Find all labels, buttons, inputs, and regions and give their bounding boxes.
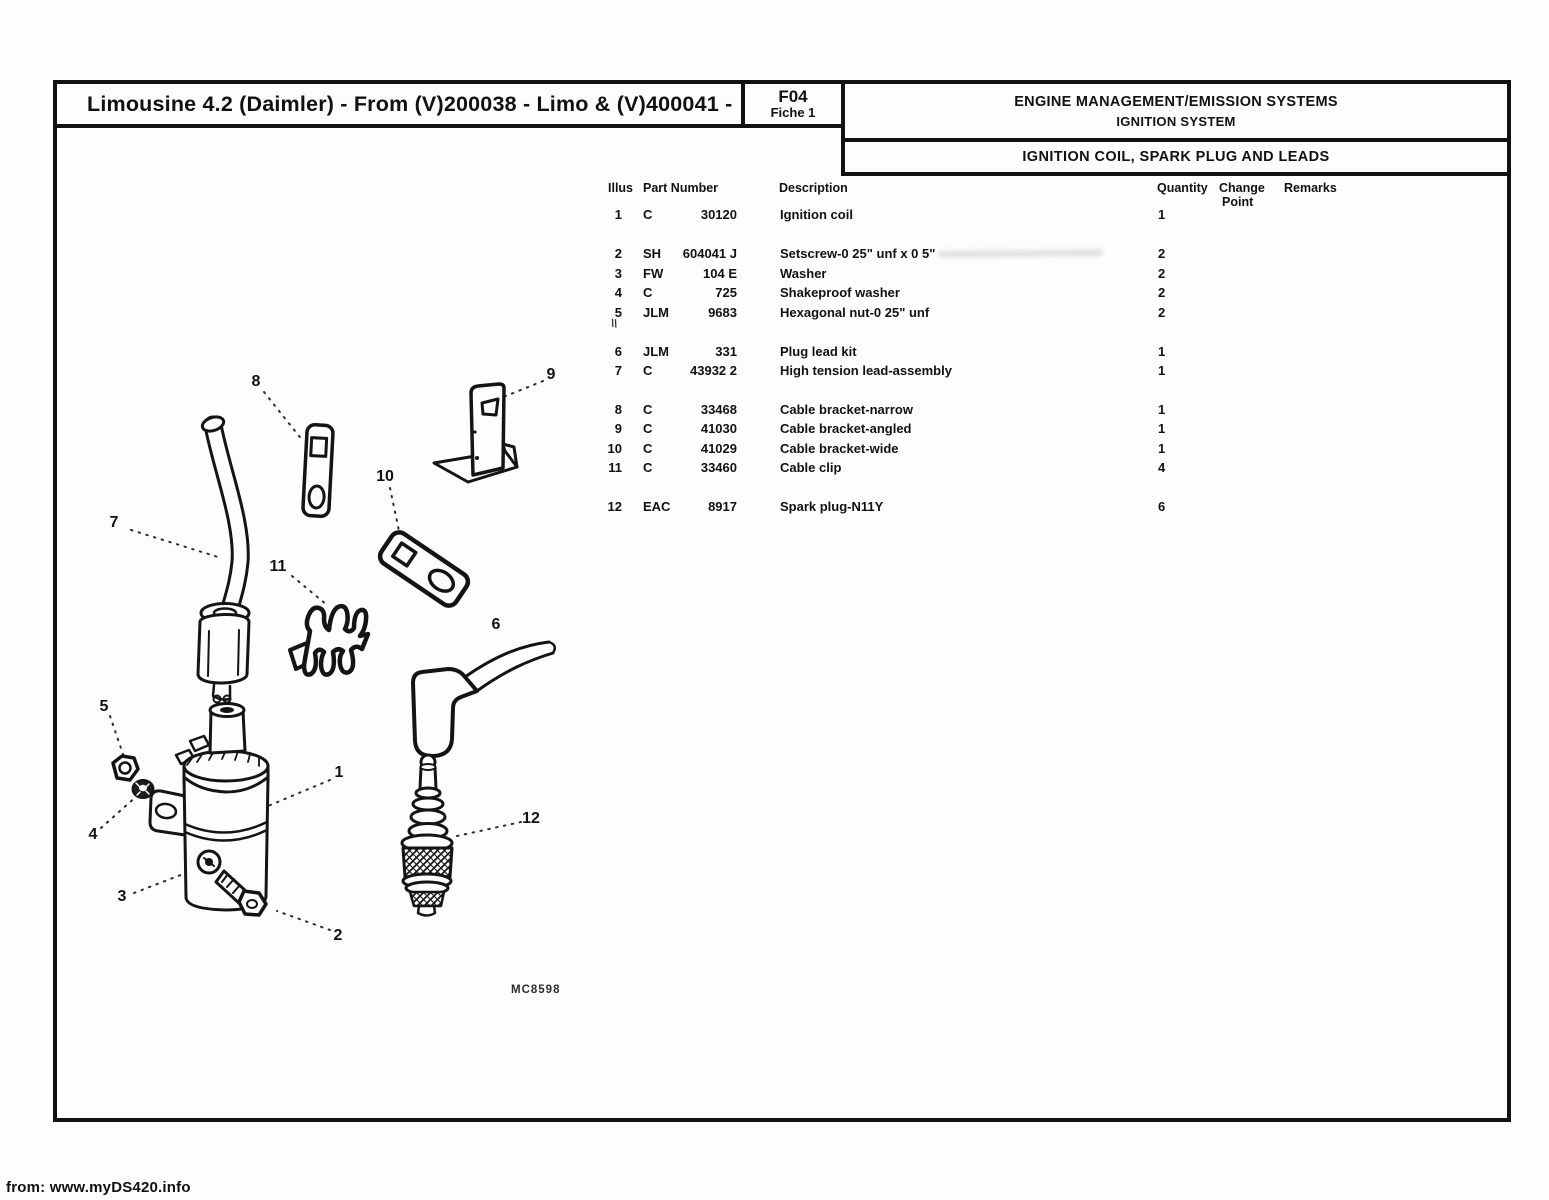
callout-label-6: 6 [491,616,501,633]
cell-description: Cable clip [780,460,842,475]
model-title: Limousine 4.2 (Daimler) - From (V)200038 - Limo & (V)400041 - [87,91,733,116]
cell-description: Washer [780,266,827,281]
shakeproof-washer-drawing [133,780,154,798]
callout-label-2: 2 [333,927,343,944]
cell-quantity: 4 [1158,460,1166,475]
cell-prefix: C [643,207,653,222]
cell-description: Cable bracket-angled [780,421,912,436]
cell-prefix: SH [643,246,662,261]
cable-clip-drawing [290,606,368,674]
cell-quantity: 1 [1158,441,1166,456]
col-header-point: Point [1222,195,1254,209]
cable-bracket-wide-drawing [377,529,472,609]
fiche-sheet: Fiche 1 [770,105,816,121]
callout-label-5: 5 [99,698,109,715]
col-header-illus: Illus [608,181,634,195]
cell-description: Cable bracket-wide [780,441,899,456]
ht-lead-drawing [198,414,249,702]
ignition-coil-drawing [150,704,268,911]
cell-illus: 9 [614,421,622,436]
source-watermark: from: www.myDS420.info [6,1179,191,1196]
cell-quantity: 2 [1158,266,1166,281]
cell-quantity: 2 [1158,285,1166,300]
spark-plug-drawing [402,755,452,916]
cell-prefix: C [643,363,653,378]
fiche-code: F04 [778,87,808,107]
cell-description: High tension lead-assembly [780,363,952,378]
cell-quantity: 1 [1158,344,1166,359]
cell-prefix: JLM [643,305,669,320]
cell-prefix: C [643,421,653,436]
cell-prefix: C [643,285,653,300]
cell-prefix: C [643,460,653,475]
cell-illus: 4 [614,285,622,300]
cable-bracket-angled-drawing [434,384,517,482]
col-header-remarks: Remarks [1284,181,1337,195]
plug-lead-drawing [413,642,555,756]
cell-quantity: 6 [1158,499,1166,514]
cell-description: Shakeproof washer [780,285,900,300]
cell-description: Plug lead kit [780,344,857,359]
callout-label-8: 8 [251,373,261,390]
cell-illus: 12 [607,499,622,514]
cell-quantity: 1 [1158,207,1166,222]
callout-label-3: 3 [117,888,127,905]
cell-prefix: EAC [643,499,671,514]
cell-number: 104 E [703,266,737,281]
cell-illus: 3 [614,266,622,281]
col-header-change: Change [1219,181,1265,195]
cell-illus: 6 [614,344,622,359]
scan-stray-mark: \\ [610,317,618,331]
cell-number: 30120 [700,207,737,222]
hex-nut-drawing [113,756,138,780]
cell-number: 604041 J [682,246,737,261]
cell-illus: 8 [614,402,622,417]
callout-label-10: 10 [376,468,394,485]
cell-number: 9683 [708,305,737,320]
cell-quantity: 1 [1158,363,1166,378]
system-title: ENGINE MANAGEMENT/EMISSION SYSTEMS [1014,93,1338,110]
cell-number: 8917 [708,499,737,514]
cell-prefix: C [643,441,653,456]
callout-label-1: 1 [334,764,344,781]
cell-quantity: 1 [1158,402,1166,417]
cell-description: Spark plug-N11Y [780,499,884,514]
col-header-part-number: Part Number [643,181,719,195]
col-header-quantity: Quantity [1157,181,1208,195]
callout-label-11: 11 [269,558,287,575]
cell-illus: 11 [608,460,622,475]
drawing-number: MC8598 [511,984,561,996]
cell-quantity: 1 [1158,421,1166,436]
cell-illus: 2 [614,246,622,261]
cell-description: Cable bracket-narrow [780,402,913,417]
cell-illus: 1 [614,207,622,222]
cell-number: 33460 [700,460,737,475]
exploded-parts-diagram [53,80,1511,1122]
subsystem-title: IGNITION SYSTEM [1116,113,1236,129]
cell-prefix: FW [643,266,664,281]
cell-number: 33468 [700,402,737,417]
callout-label-12: 12 [522,810,540,827]
cell-number: 331 [715,344,737,359]
cell-description: Hexagonal nut-0 25" unf [780,305,930,320]
cell-illus: 10 [607,441,622,456]
cell-number: 41030 [700,421,737,436]
cell-prefix: JLM [643,344,669,359]
cell-quantity: 2 [1158,305,1166,320]
cell-description: Ignition coil [780,207,853,222]
cell-illus: 5 [614,305,622,320]
section-title: IGNITION COIL, SPARK PLUG AND LEADS [1022,149,1330,165]
cell-prefix: C [643,402,653,417]
callout-label-7: 7 [109,514,119,531]
cable-bracket-narrow-drawing [303,424,334,516]
col-header-description: Description [779,181,848,195]
cell-number: 41029 [700,441,737,456]
cell-number: 725 [715,285,737,300]
cell-illus: 7 [614,363,622,378]
cell-description: Setscrew-0 25" unf x 0 5" [780,246,936,261]
callout-label-4: 4 [88,826,98,843]
cell-quantity: 2 [1158,246,1166,261]
callout-label-9: 9 [546,366,556,383]
cell-number: 43932 2 [690,363,737,378]
